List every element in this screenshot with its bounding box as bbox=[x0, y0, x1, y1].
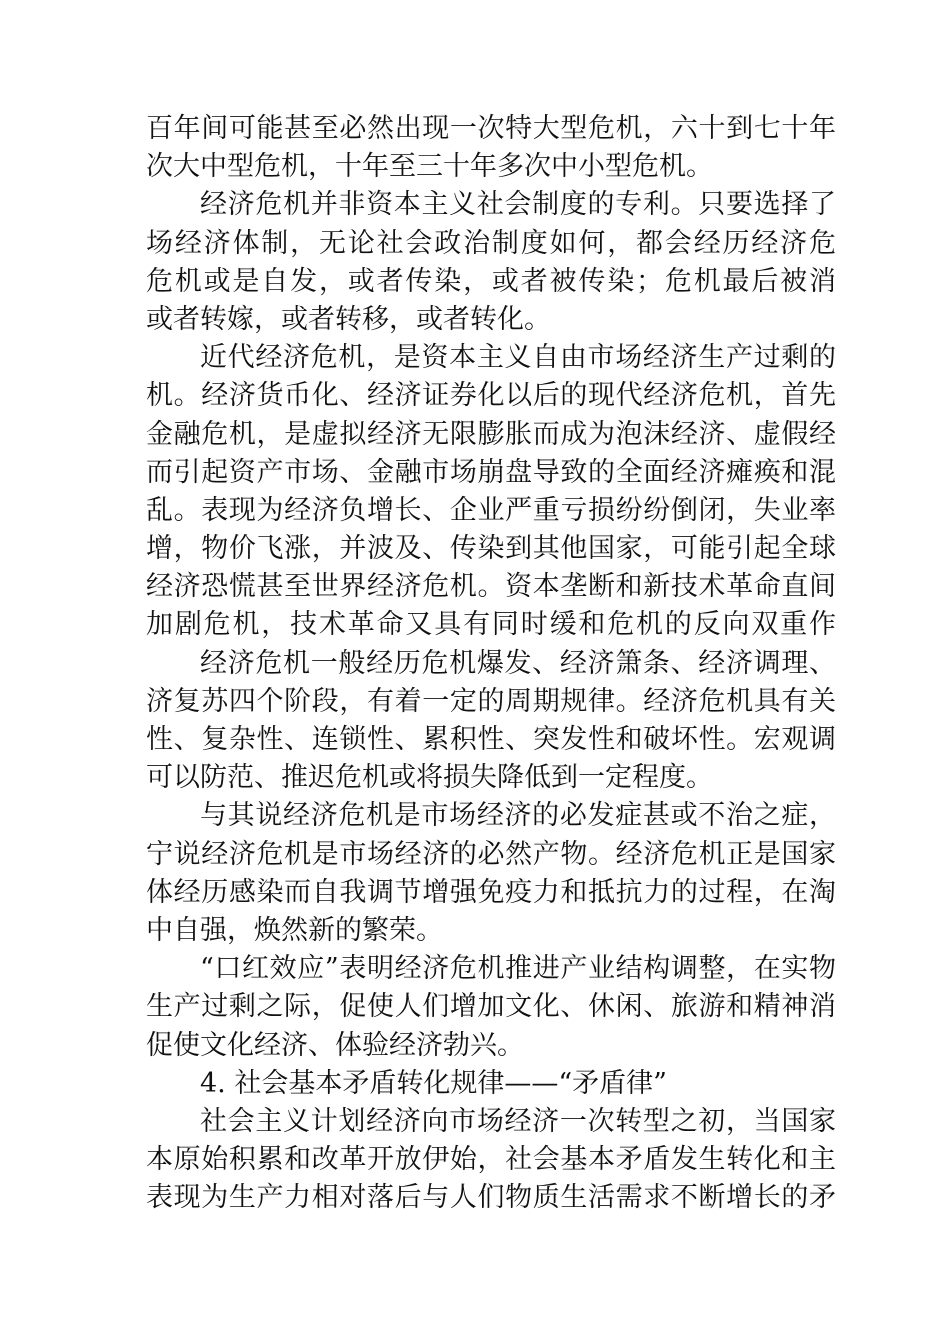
text-line: 生产过剩之际，促使人们增加文化、休闲、旅游和精神消 bbox=[146, 991, 836, 1023]
text-line: 促使文化经济、体验经济勃兴。 bbox=[146, 1029, 524, 1061]
paragraph-first-line: 社会主义计划经济向市场经济一次转型之初，当国家 bbox=[200, 1105, 836, 1137]
text-line: 机。经济货币化、经济证券化以后的现代经济危机，首先 bbox=[146, 380, 836, 412]
paragraph-first-line: “口红效应”表明经济危机推进产业结构调整，在实物 bbox=[200, 953, 836, 985]
paragraph-first-line: 4. 社会基本矛盾转化规律——“矛盾律” bbox=[200, 1067, 667, 1099]
text-line: 金融危机，是虚拟经济无限膨胀而成为泡沫经济、虚假经 bbox=[146, 418, 836, 450]
text-line: 本原始积累和改革开放伊始，社会基本矛盾发生转化和主 bbox=[146, 1144, 836, 1176]
paragraph-first-line: 近代经济危机，是资本主义自由市场经济生产过剩的 bbox=[200, 342, 836, 374]
text-line: 性、复杂性、连锁性、累积性、突发性和破坏性。宏观调 bbox=[146, 724, 836, 755]
text-line: 增，物价飞涨，并波及、传染到其他国家，可能引起全球 bbox=[146, 533, 836, 565]
text-line: 表现为生产力相对落后与人们物质生活需求不断增长的矛 bbox=[146, 1182, 836, 1214]
paragraph-first-line: 经济危机一般经历危机爆发、经济箫条、经济调理、 bbox=[200, 647, 836, 679]
text-line: 宁说经济危机是市场经济的必然产物。经济危机正是国家 bbox=[146, 838, 836, 870]
paragraph-first-line: 经济危机并非资本主义社会制度的专利。只要选择了 bbox=[200, 189, 836, 221]
text-line: 危机或是自发，或者传染，或者被传染；危机最后被消 bbox=[146, 265, 836, 297]
text-line: 加剧危机，技术革命又具有同时缓和危机的反向双重作 bbox=[146, 609, 836, 641]
text-line: 可以防范、推迟危机或将损失降低到一定程度。 bbox=[146, 762, 713, 794]
body-text bbox=[146, 110, 836, 1217]
text-line: 中自强，焕然新的繁荣。 bbox=[146, 914, 443, 946]
paragraph-first-line: 与其说经济危机是市场经济的必发症甚或不治之症， bbox=[200, 800, 836, 832]
text-line: 济复苏四个阶段，有着一定的周期规律。经济危机具有关 bbox=[146, 685, 836, 717]
text-line: 而引起资产市场、金融市场崩盘导致的全面经济瘫痪和混 bbox=[146, 456, 836, 488]
text-line: 百年间可能甚至必然出现一次特大型危机，六十到七十年 bbox=[146, 113, 836, 144]
text-line: 场经济体制，无论社会政治制度如何，都会经历经济危 bbox=[146, 227, 836, 259]
text-line: 乱。表现为经济负增长、企业严重亏损纷纷倒闭，失业率 bbox=[146, 494, 836, 526]
text-line: 体经历感染而自我调节增强免疫力和抵抗力的过程，在淘 bbox=[146, 876, 836, 908]
text-line: 或者转嫁，或者转移，或者转化。 bbox=[146, 303, 551, 335]
text-line: 次大中型危机，十年至三十年多次中小型危机。 bbox=[146, 151, 713, 183]
text-line: 经济恐慌甚至世界经济危机。资本垄断和新技术革命直间 bbox=[146, 571, 836, 603]
